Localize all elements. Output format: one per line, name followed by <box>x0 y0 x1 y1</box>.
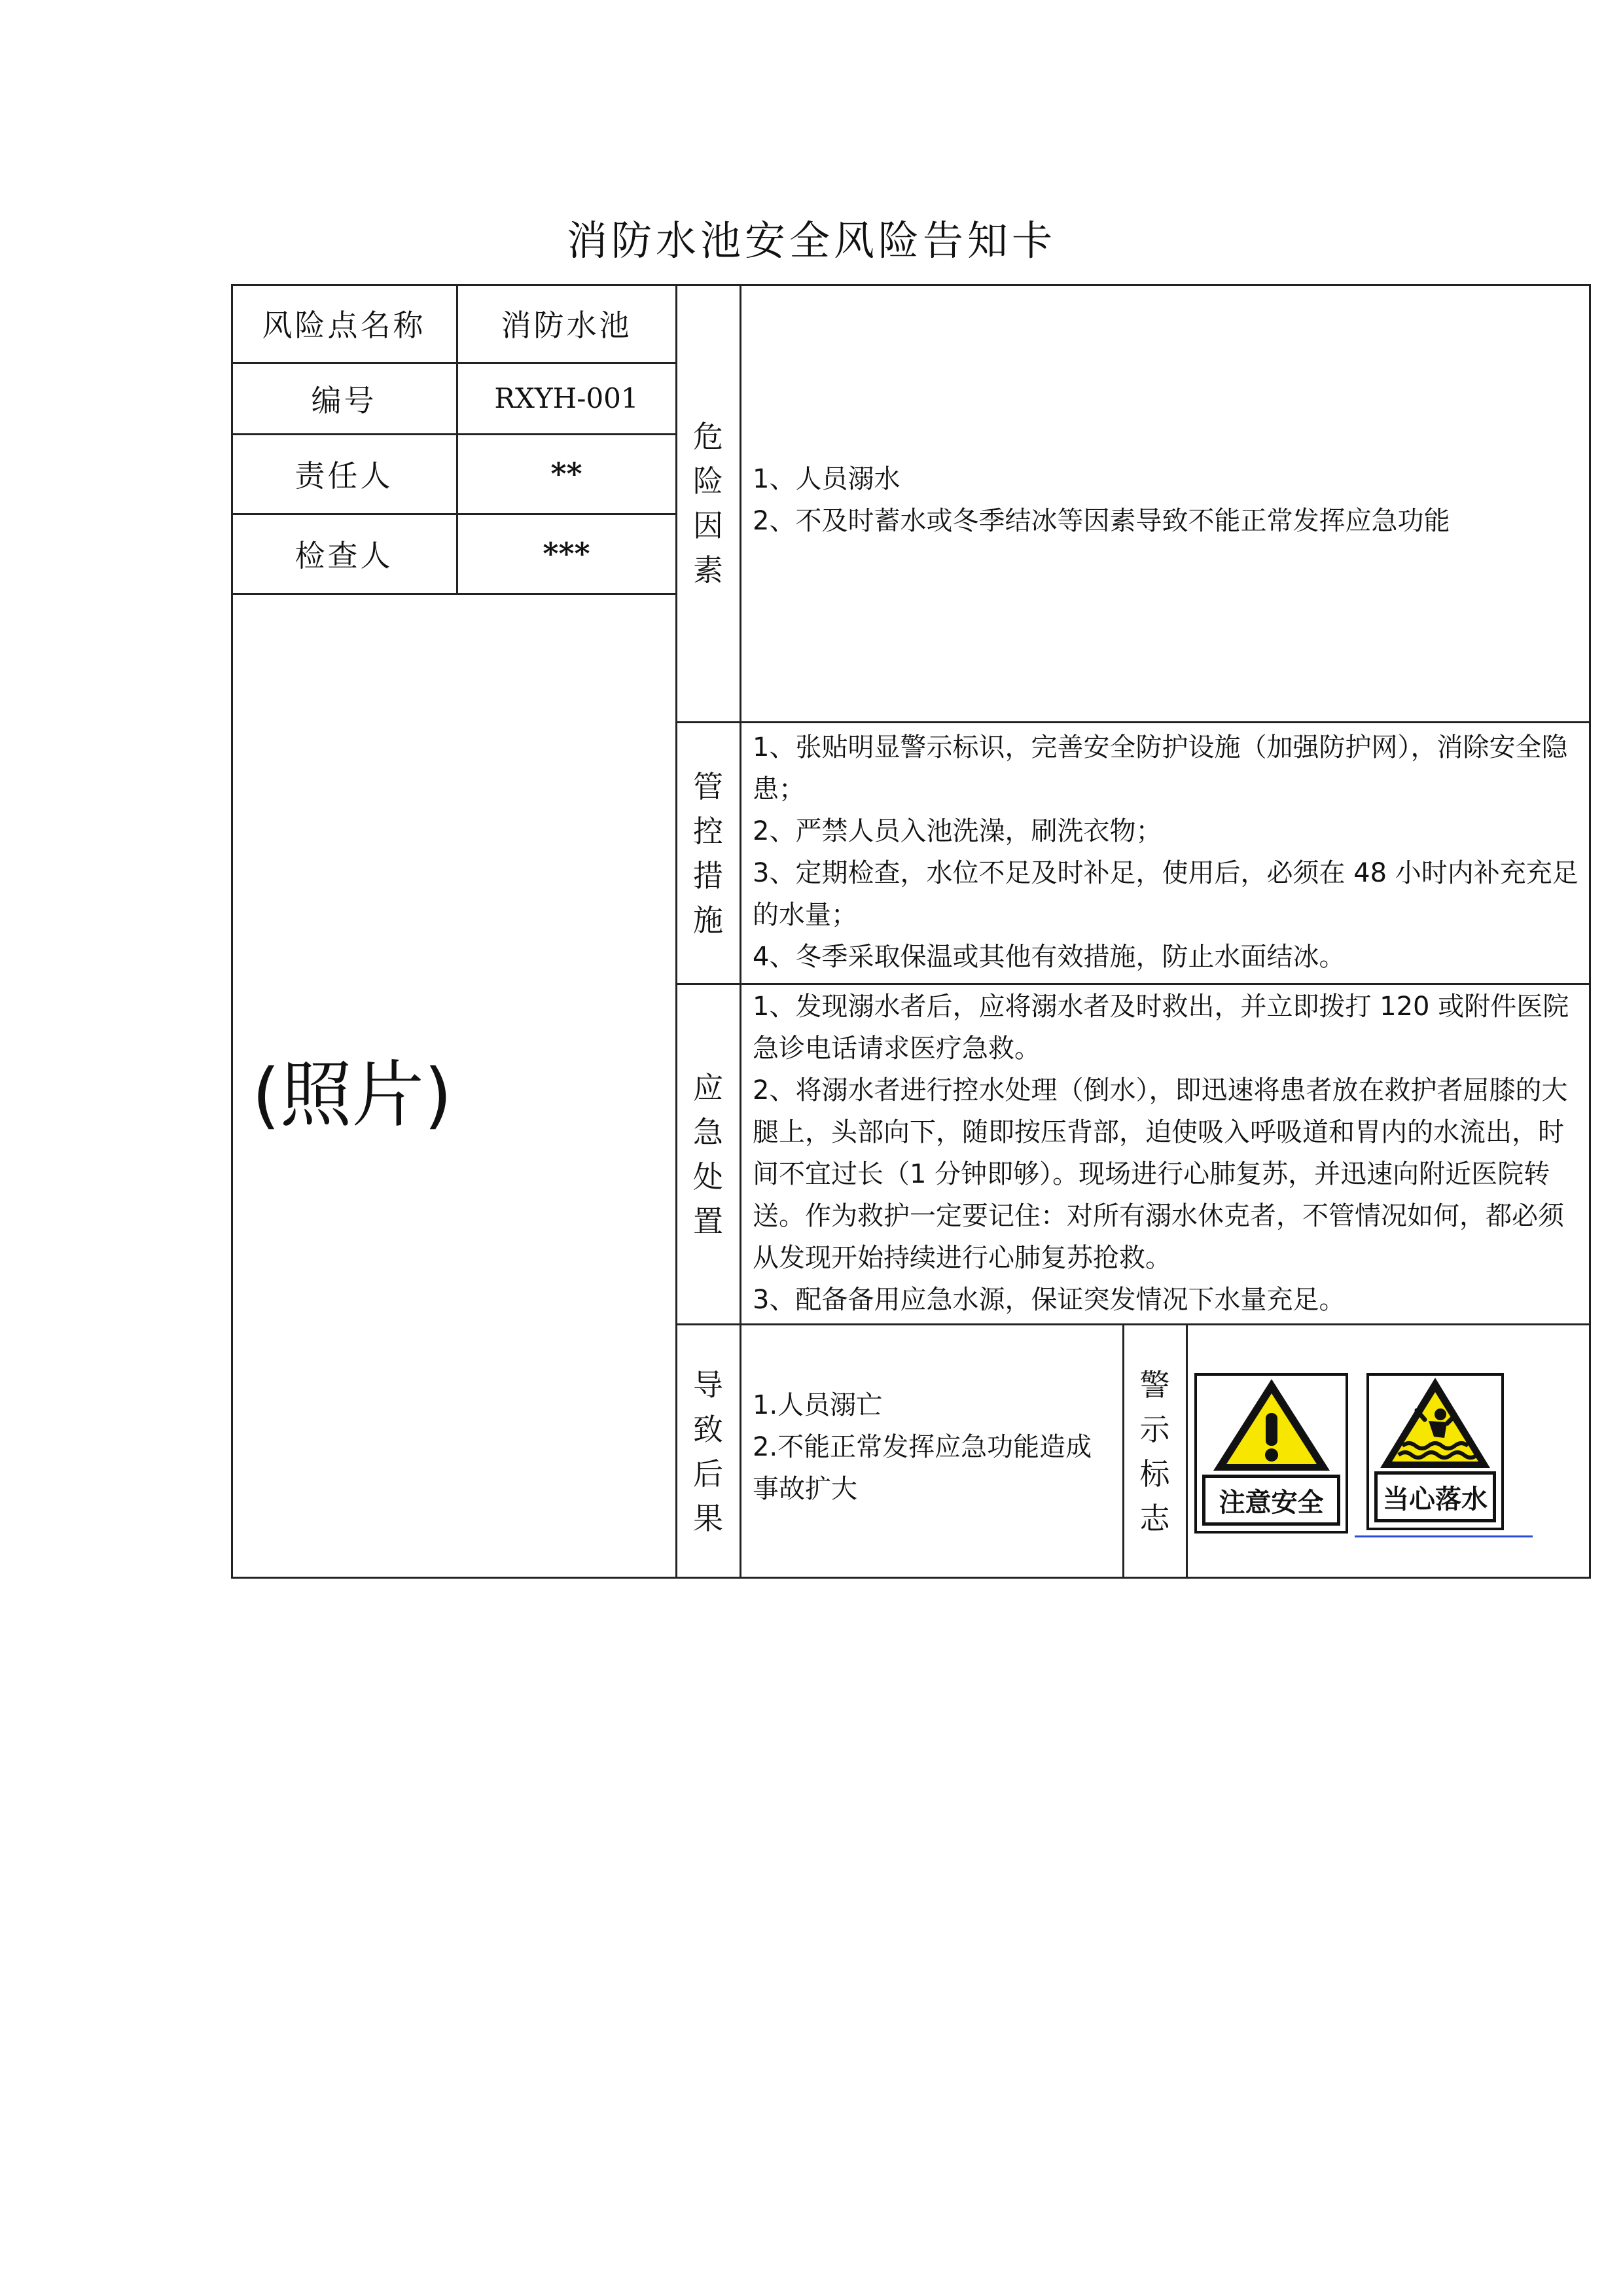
consequences-content <box>741 1384 1123 1510</box>
drowning-warning-icon <box>1376 1374 1494 1471</box>
inspector-label: 检查人 <box>294 538 393 573</box>
control-item: 1、张贴明显警示标识，完善安全防护设施（加强防护网），消除安全隐患； <box>753 732 1568 804</box>
responsible-value: ** <box>550 456 582 492</box>
warning-signs-label: 警 示 标 志 <box>1139 1367 1170 1536</box>
risk-point-label: 风险点名称 <box>262 308 426 343</box>
page-title: 消防水池安全风险告知卡 <box>566 217 1056 264</box>
control-item: 3、定期检查，水位不足及时补足，使用后，必须在 48 小时内补充充足的水量； <box>753 858 1578 930</box>
hazard-item: 1、人员溺水 <box>753 464 901 494</box>
controls-content <box>741 726 1590 978</box>
control-item: 2、严禁人员入池洗澡，刷洗衣物； <box>753 816 1162 846</box>
controls-label: 管 控 措 施 <box>693 769 723 938</box>
beware-drowning-text: 当心落水 <box>1374 1471 1496 1522</box>
emergency-label: 应 急 处 置 <box>693 1070 723 1239</box>
sign-underline <box>1355 1535 1533 1537</box>
risk-point-value: 消防水池 <box>501 308 632 343</box>
photo-placeholder: (照片) <box>252 1053 452 1137</box>
control-item: 4、冬季采取保温或其他有效措施，防止水面结冰。 <box>753 942 1346 972</box>
emergency-item: 3、配备备用应急水源，保证突发情况下水量充足。 <box>753 1285 1346 1315</box>
responsible-label: 责任人 <box>294 458 393 493</box>
code-label: 编号 <box>311 382 377 418</box>
consequences-label: 导 致 后 果 <box>693 1367 723 1536</box>
hazards-label: 危 险 因 素 <box>693 419 723 588</box>
caution-safety-text: 注意安全 <box>1202 1475 1340 1526</box>
hazard-item: 2、不及时蓄水或冬季结冰等因素导致不能正常发挥应急功能 <box>753 506 1450 536</box>
consequence-item: 1.人员溺亡 <box>753 1390 883 1420</box>
emergency-content <box>741 986 1590 1321</box>
beware-drowning-sign <box>1366 1373 1504 1530</box>
hazards-content <box>741 458 1590 542</box>
exclamation-warning-icon <box>1209 1375 1334 1473</box>
consequence-item: 2.不能正常发挥应急功能造成事故扩大 <box>753 1432 1092 1504</box>
emergency-item: 1、发现溺水者后，应将溺水者及时救出，并立即拨打 120 或附件医院急诊电话请求医疗急救。 <box>753 992 1569 1064</box>
caution-safety-sign <box>1194 1373 1348 1534</box>
code-value: RXYH-001 <box>494 382 639 414</box>
emergency-item: 2、将溺水者进行控水处理（倒水），即迅速将患者放在救护者屈膝的大腿上，头部向下，随即按压背部，迫使吸入呼吸道和胃内的水流出，时间不宜过长（1 分钟即够）。现场进行心肺复苏，并迅速向附近医院转送。作为救护一定要记住：对所有溺水休克者，不管情况如何，都必须从发现开始持续进行心肺复苏抢救。 <box>753 1075 1568 1273</box>
inspector-value: *** <box>543 536 590 571</box>
